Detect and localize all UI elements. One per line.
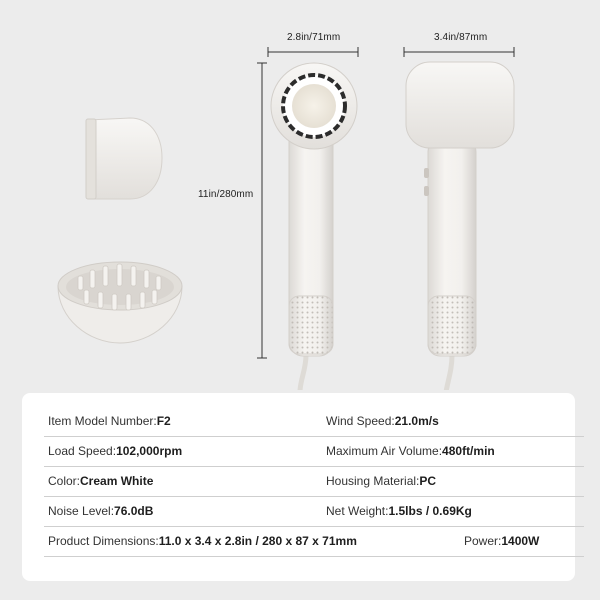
spec-value-color: Cream White	[80, 474, 154, 488]
spec-value-housing: PC	[419, 474, 437, 488]
spec-card	[22, 393, 575, 581]
spec-label-dimensions: Product Dimensions:	[48, 534, 159, 548]
spec-value-model: F2	[156, 414, 171, 428]
spec-value-noise: 76.0dB	[114, 504, 154, 518]
spec-value-power: 1400W	[501, 534, 540, 548]
spec-value-dimensions: 11.0 x 3.4 x 2.8in / 280 x 87 x 71mm	[158, 534, 357, 548]
spec-label-wind-speed: Wind Speed:	[326, 414, 395, 428]
spec-label-model: Item Model Number:	[48, 414, 157, 428]
front-width-label: 2.8in/71mm	[287, 32, 341, 43]
spec-label-load-speed: Load Speed:	[48, 444, 117, 458]
spec-row	[44, 467, 584, 497]
spec-row	[44, 527, 584, 557]
side-width-label: 3.4in/87mm	[434, 32, 488, 43]
spec-label-power: Power:	[464, 534, 502, 548]
hair-dryer-side-view	[406, 62, 514, 390]
nozzle-attachment	[86, 118, 162, 199]
spec-label-noise: Noise Level:	[48, 504, 115, 518]
spec-row	[44, 437, 584, 467]
spec-row	[44, 497, 584, 527]
spec-label-color: Color:	[48, 474, 81, 488]
height-label: 11in/280mm	[198, 189, 254, 200]
spec-value-weight: 1.5lbs / 0.69Kg	[388, 504, 472, 518]
dimension-line-height	[257, 63, 267, 358]
hair-dryer-front-view	[271, 63, 357, 390]
dimension-line-side-width	[404, 47, 514, 57]
spec-value-load-speed: 102,000rpm	[116, 444, 183, 458]
spec-value-air-volume: 480ft/min	[442, 444, 495, 458]
spec-label-air-volume: Maximum Air Volume:	[326, 444, 443, 458]
spec-value-wind-speed: 21.0m/s	[394, 414, 439, 428]
diffuser-attachment	[58, 262, 182, 343]
spec-label-housing: Housing Material:	[326, 474, 420, 488]
dimension-line-front-width	[268, 47, 358, 57]
spec-row	[44, 407, 584, 437]
spec-label-weight: Net Weight:	[326, 504, 389, 518]
